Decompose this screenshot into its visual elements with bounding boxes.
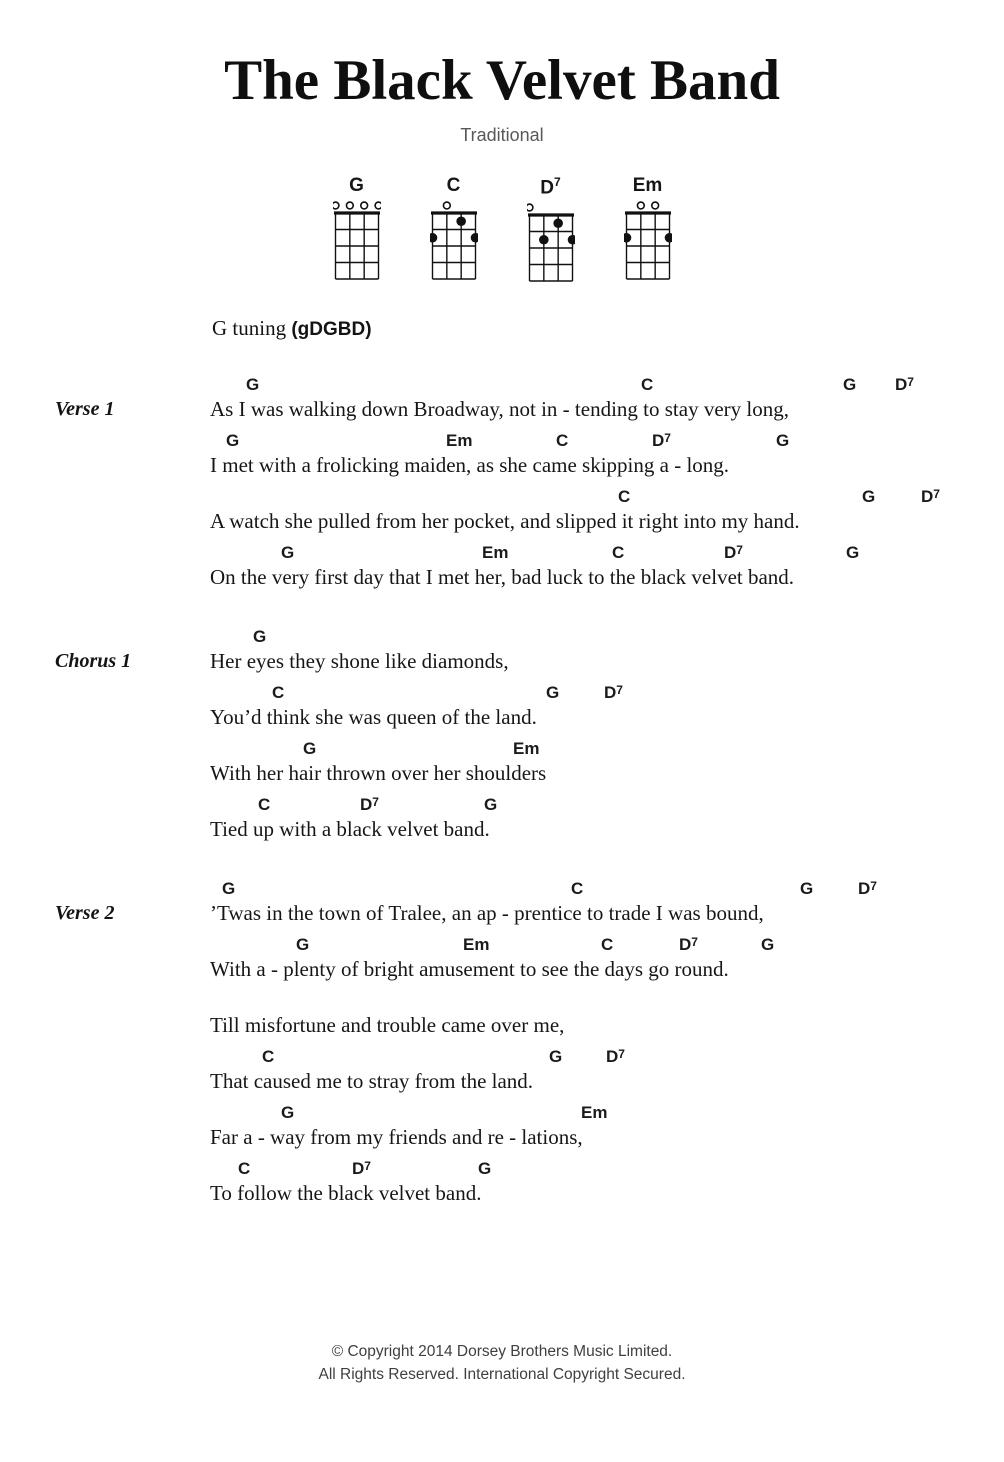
tuning-value: (gDGBD) [291, 319, 372, 341]
song-section [55, 368, 1004, 592]
lyric-line: You’d think she was queen of the land. [210, 705, 537, 730]
chord-row [210, 620, 1004, 646]
chord-symbol: C [272, 683, 285, 703]
chord-row [210, 1040, 1004, 1066]
lyric-line: Far a - way from my friends and re - lations, [210, 1125, 583, 1150]
chord-symbol: C [262, 1047, 275, 1067]
chord-symbol: C [601, 935, 614, 955]
song-section [55, 620, 1004, 844]
chord-symbol: $D^7$ [606, 1047, 625, 1067]
lyric-line: ’Twas in the town of Tralee, an ap - prentice to trade I was bound, [210, 901, 764, 926]
lyric-line: A watch she pulled from her pocket, and slipped it right into my hand. [210, 509, 800, 534]
chord-diagram-g [333, 176, 381, 290]
chord-row [210, 984, 1004, 1010]
chord-symbol: C [618, 487, 631, 507]
chord-symbol: G [843, 375, 857, 395]
chord-symbol: G [246, 375, 260, 395]
chord-symbol: G [776, 431, 790, 451]
chord-symbol: G [549, 1047, 563, 1067]
chord-symbol: G [546, 683, 560, 703]
tuning-label: G tuning [212, 316, 292, 341]
section-label: Verse 2 [55, 902, 115, 925]
lyric-line: To follow the black velvet band. [210, 1181, 482, 1206]
chord-symbol: G [226, 431, 240, 451]
chord-symbol: Em [463, 935, 490, 955]
chord-row [210, 872, 1004, 898]
tuning-line [0, 316, 1004, 341]
chord-symbol: G [253, 627, 267, 647]
chord-symbol: $D^7$ [895, 375, 914, 395]
song-body [55, 368, 1004, 1208]
fretboard-grid [333, 199, 381, 283]
chord-row [210, 536, 1004, 562]
song-subtitle: Traditional [460, 124, 544, 145]
lyric-line: Till misfortune and trouble came over me, [210, 1013, 565, 1038]
chord-symbol: G [281, 1103, 295, 1123]
chord-symbol: Em [581, 1103, 608, 1123]
chord-row [210, 928, 1004, 954]
copyright-line-2: All Rights Reserved. International Copyright Secured. [318, 1366, 686, 1383]
chord-symbol: Em [513, 739, 540, 759]
chord-name-label: C [446, 174, 461, 196]
section-label: Verse 1 [55, 398, 115, 421]
chord-symbol: $D^7$ [604, 683, 623, 703]
lyric-line: With a - plenty of bright amusement to see the days go round. [210, 957, 729, 982]
lyric-line: I met with a frolicking maiden, as she came skipping a - long. [210, 453, 730, 478]
copyright-footer [0, 1340, 1004, 1386]
chord-row [210, 788, 1004, 814]
chord-symbol: Em [446, 431, 473, 451]
chord-diagram-c [430, 176, 478, 290]
chord-symbol: G [303, 739, 317, 759]
chord-row [210, 368, 1004, 394]
fretboard-grid [527, 201, 575, 285]
chord-diagram-d7 [527, 176, 575, 290]
chord-symbol: G [296, 935, 310, 955]
chord-symbol: G [761, 935, 775, 955]
chord-symbol: G [862, 487, 876, 507]
chord-name-label: Em [632, 174, 663, 196]
chord-row [210, 424, 1004, 450]
chord-symbol: $D^7$ [921, 487, 940, 507]
lyric-line: Her eyes they shone like diamonds, [210, 649, 509, 674]
chord-row [210, 732, 1004, 758]
chord-symbol: $D^7$ [360, 795, 379, 815]
section-label: Chorus 1 [55, 650, 132, 673]
fretboard-grid [430, 199, 478, 283]
lyric-line: As I was walking down Broadway, not in - tending to stay very long, [210, 397, 789, 422]
chord-symbol: C [258, 795, 271, 815]
chord-row [210, 1096, 1004, 1122]
song-title: The Black Velvet Band [224, 49, 780, 112]
chord-symbol: G [478, 1159, 492, 1179]
chord-symbol: $D^7$ [679, 935, 698, 955]
chord-diagrams [0, 176, 1004, 290]
chord-row [210, 676, 1004, 702]
chord-symbol: G [281, 543, 295, 563]
chord-row [210, 480, 1004, 506]
song-section [55, 872, 1004, 1208]
chord-symbol: C [641, 375, 654, 395]
chord-symbol: Em [482, 543, 509, 563]
fretboard-grid [624, 199, 672, 283]
lyric-line: That caused me to stray from the land. [210, 1069, 534, 1094]
chord-symbol: C [612, 543, 625, 563]
lyric-line: Tied up with a black velvet band. [210, 817, 490, 842]
chord-symbol: C [238, 1159, 251, 1179]
chord-symbol: $D^7$ [652, 431, 671, 451]
chord-symbol: $D^7$ [352, 1159, 371, 1179]
chord-symbol: C [556, 431, 569, 451]
chord-symbol: G [800, 879, 814, 899]
chord-name-label: $D^7$ [540, 174, 561, 199]
copyright-line-1: © Copyright 2014 Dorsey Brothers Music Limited. [331, 1343, 673, 1360]
chord-symbol: $D^7$ [858, 879, 877, 899]
chord-row [210, 1152, 1004, 1178]
chord-symbol: G [222, 879, 236, 899]
lyric-line: On the very first day that I met her, bad luck to the black velvet band. [210, 565, 795, 590]
chord-diagram-em [624, 176, 672, 290]
chord-symbol: $D^7$ [724, 543, 743, 563]
chord-name-label: G [349, 174, 364, 196]
lyric-line: With her hair thrown over her shoulders [210, 761, 547, 786]
chord-symbol: C [571, 879, 584, 899]
chord-symbol: G [484, 795, 498, 815]
chord-symbol: G [846, 543, 860, 563]
